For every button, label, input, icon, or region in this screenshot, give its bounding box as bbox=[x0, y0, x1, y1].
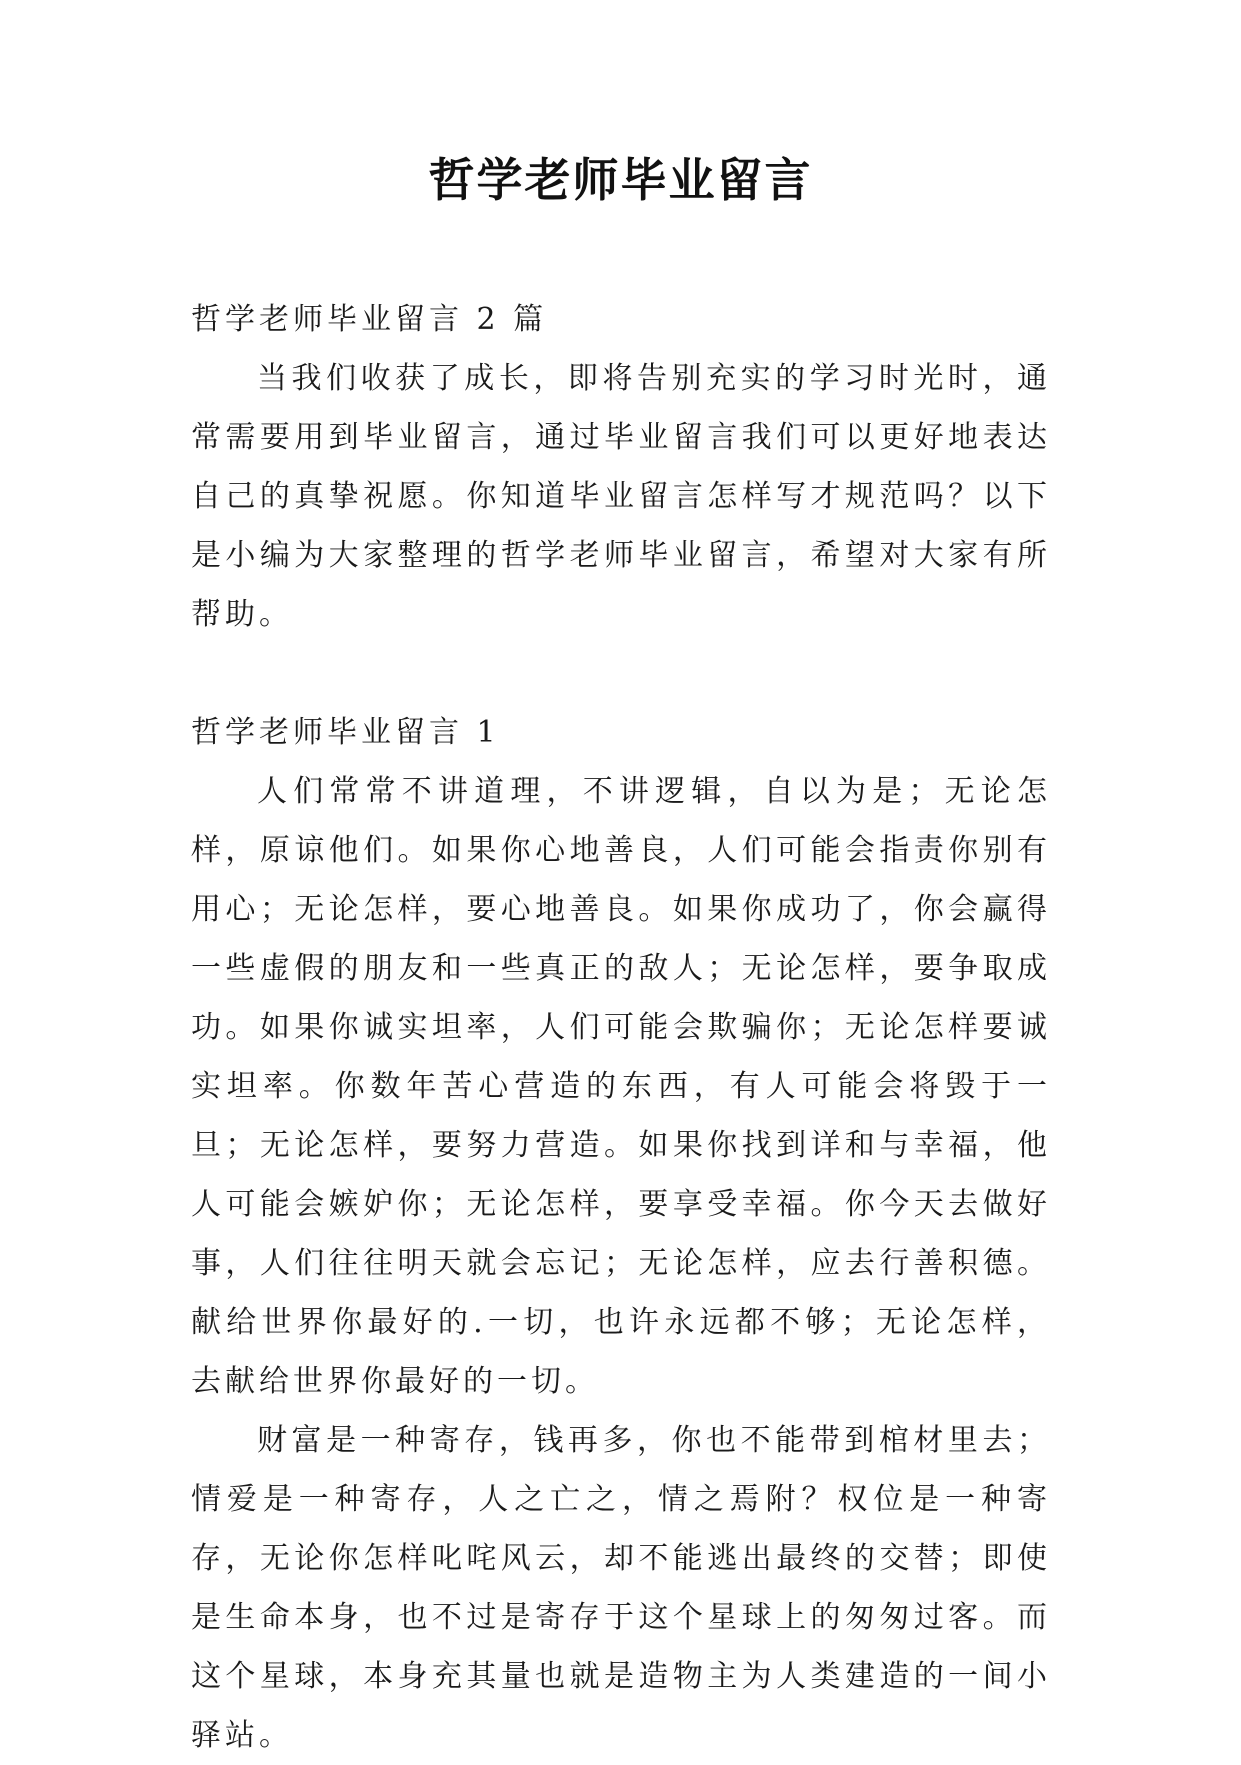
section1-paragraph-1: 人们常常不讲道理，不讲逻辑，自以为是；无论怎样，原谅他们。如果你心地善良，人们可能会指责你别有用心；无论怎样，要心地善良。如果你成功了，你会赢得一些虚假的朋友和一些真正的敌人；无论怎样，要争取成功。如果你诚实坦率，人们可能会欺骗你；无论怎样要诚实坦率。你数年苦心营造的东西，有人可能会将毁于一旦；无论怎样，要努力营造。如果你找到详和与幸福，他人可能会嫉妒你；无论怎样，要享受幸福。你今天去做好事，人们往往明天就会忘记；无论怎样，应去行善积德。献给世界你最好的.一切，也许永远都不够；无论怎样，去献给世界你最好的一切。 bbox=[191, 774, 1051, 1399]
document-title: 哲学老师毕业留言 bbox=[428, 153, 813, 207]
section1-heading: 哲学老师毕业留言 1 bbox=[191, 715, 500, 750]
intro-paragraph: 当我们收获了成长，即将告别充实的学习时光时，通常需要用到毕业留言，通过毕业留言我们可以更好地表达自己的真挚祝愿。你知道毕业留言怎样写才规范吗？以下是小编为大家整理的哲学老师毕业留言，希望对大家有所帮助。 bbox=[191, 361, 1051, 632]
intro-heading: 哲学老师毕业留言 2 篇 bbox=[191, 302, 548, 337]
paragraph-spacer bbox=[191, 644, 1051, 703]
document-body bbox=[191, 290, 1051, 1765]
section1-paragraph-2: 财富是一种寄存，钱再多，你也不能带到棺材里去；情爱是一种寄存，人之亡之，情之焉附？权位是一种寄存，无论你怎样叱咤风云，却不能逃出最终的交替；即使是生命本身，也不过是寄存于这个星球上的匆匆过客。而这个星球，本身充其量也就是造物主为人类建造的一间小驿站。 bbox=[191, 1423, 1051, 1753]
